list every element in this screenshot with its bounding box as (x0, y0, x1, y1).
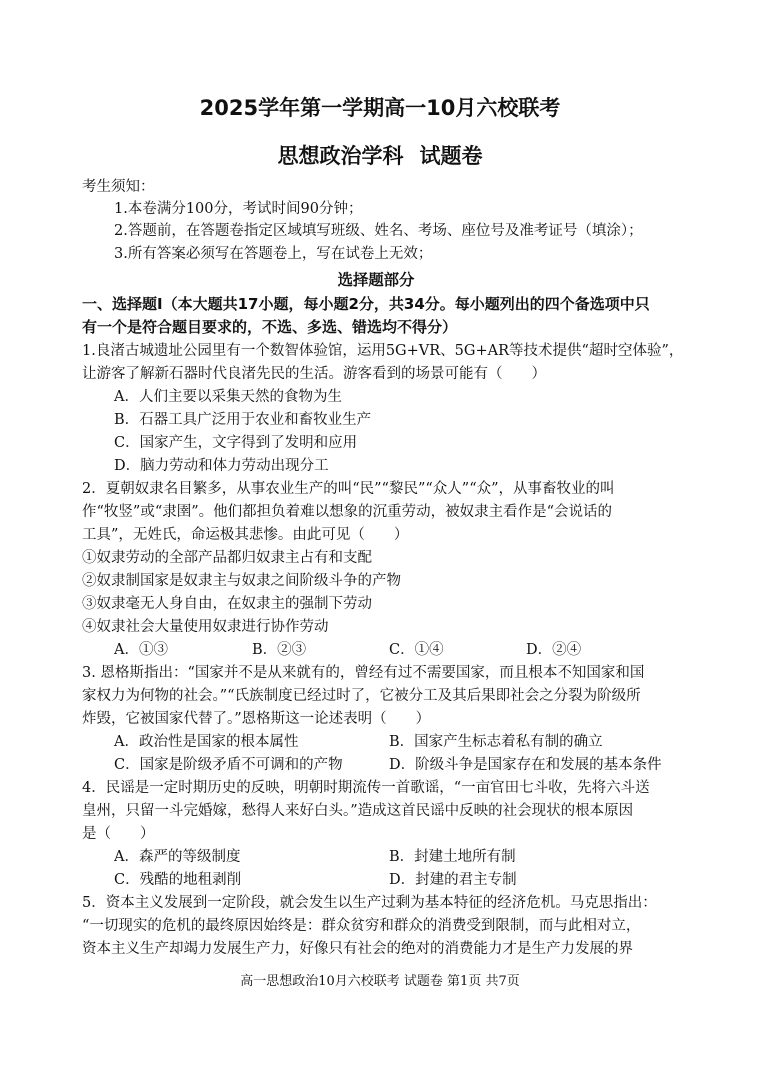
q5-stem: 5．资本主义发展到一定阶段，就会发生以生产过剩为基本特征的经济危机。马克思指出： (82, 895, 657, 911)
q1-stem: 让游客了解新石器时代良渚先民的生活。游客看到的场景可能有（ ） (82, 366, 546, 382)
q4-stem: 皇州，只留一斗完婚嫁，愁得人来好白头。”造成这首民谣中反映的社会现状的根本原因 (82, 803, 634, 819)
part-heading: 一、选择题Ⅰ（本大题共17小题，每小题2分，共34分。每小题列出的四个备选项中只 (82, 295, 650, 313)
q3-option-b: B．国家产生标志着私有制的确立 (389, 734, 603, 750)
exam-subtitle (0, 140, 760, 170)
q4-option-a: A．森严的等级制度 (114, 849, 241, 865)
part-heading-cont: 有一个是符合题目要求的，不选、多选、错选均不得分） (82, 318, 458, 336)
q1-option-c: C．国家产生，文字得到了发明和应用 (114, 435, 358, 451)
section-title: 选择题部分 (337, 271, 415, 289)
q3-option-a: A．政治性是国家的根本属性 (114, 734, 299, 750)
q5-stem: 资本主义生产却竭力发展生产力，好像只有社会的绝对的消费能力才是生产力发展的界 (82, 941, 633, 957)
q4-stem: 4．民谣是一定时期历史的反映，明朝时期流传一首歌谣，“一亩官田七斗收，先将六斗送 (82, 780, 650, 796)
q3-option-c: C．国家是阶级矛盾不可调和的产物 (114, 757, 343, 773)
q2-stem: 工具”，无姓氏，命运极其悲惨。由此可见（ ） (82, 527, 409, 543)
page-footer: 高一思想政治10月六校联考 试题卷 第1页 共7页 (240, 974, 520, 989)
q3-stem: 炸毁，它被国家代替了。”恩格斯这一论述表明（ ） (82, 711, 431, 727)
q1-stem: 1.良渚古城遗址公园里有一个数智体验馆，运用5G+VR、5G+AR等技术提供“超时空体验”， (82, 343, 684, 359)
notice-item: 2.答题前，在答题卷指定区域填写班级、姓名、考场、座位号及准考证号（填涂）； (114, 223, 643, 239)
q1-option-d: D．脑力劳动和体力劳动出现分工 (114, 458, 329, 474)
q2-statement-3: ③奴隶毫无人身自由，在奴隶主的强制下劳动 (82, 596, 372, 612)
paper-type: 试题卷 (419, 144, 483, 168)
q2-statement-1: ①奴隶劳动的全部产品都归奴隶主占有和支配 (82, 550, 372, 566)
q3-option-d: D．阶级斗争是国家存在和发展的基本条件 (389, 757, 662, 773)
q2-option-d: D．②④ (526, 642, 582, 658)
q3-stem: 家权力为何物的社会。”“氏族制度已经过时了，它被分工及其后果即社会之分裂为阶级所 (82, 688, 641, 704)
q1-option-a: A．人们主要以采集天然的食物为生 (114, 389, 342, 405)
q2-option-a: A．①③ (114, 642, 168, 658)
q4-stem: 是（ ） (82, 826, 155, 842)
q5-stem: “一切现实的危机的最终原因始终是：群众贫穷和群众的消费受到限制，而与此相对立， (82, 918, 641, 934)
q1-option-b: B．石器工具广泛用于农业和畜牧业生产 (114, 412, 372, 428)
notice-item: 3.所有答案必须写在答题卷上，写在试卷上无效； (114, 246, 433, 262)
q2-option-b: B．②③ (252, 642, 307, 658)
exam-title: 2025学年第一学期高一10月六校联考 (199, 96, 561, 120)
q2-statement-2: ②奴隶制国家是奴隶主与奴隶之间阶级斗争的产物 (82, 573, 401, 589)
q2-stem: 2．夏朝奴隶名目繁多，从事农业生产的叫“民”“黎民”“众人”“众”，从事畜牧业的叫 (82, 481, 615, 497)
subject-name: 思想政治学科 (277, 144, 404, 168)
q2-option-c: C．①④ (389, 642, 444, 658)
q4-option-d: D．封建的君主专制 (389, 872, 517, 888)
notice-item: 1.本卷满分100分，考试时间90分钟； (114, 201, 363, 217)
q2-stem: 作“牧竖”或“隶圉”。他们都担负着难以想象的沉重劳动，被奴隶主看作是“会说话的 (82, 504, 613, 520)
notice-heading: 考生须知： (82, 179, 155, 195)
q2-statement-4: ④奴隶社会大量使用奴隶进行协作劳动 (82, 619, 329, 635)
q4-option-c: C．残酷的地租剥削 (114, 872, 242, 888)
q3-stem: 3. 恩格斯指出：“国家并不是从来就有的，曾经有过不需要国家，而且根本不知国家和国 (82, 665, 645, 681)
q4-option-b: B．封建土地所有制 (389, 849, 516, 865)
